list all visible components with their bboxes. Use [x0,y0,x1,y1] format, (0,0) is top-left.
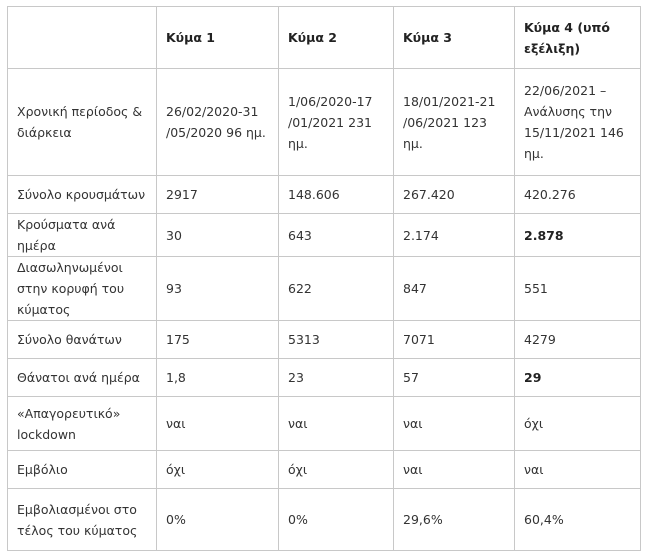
header-cell-wave-2: Κύμα 2 [279,7,394,69]
table-cell: 93 [157,257,279,321]
table-cell: 847 [394,257,515,321]
row-label: «Απαγορευτικό» lockdown [8,397,157,451]
table-cell: 2917 [157,176,279,214]
waves-comparison-table [7,6,641,551]
table-row [8,489,641,551]
table-row [8,214,641,257]
table-cell: ναι [515,451,641,489]
table-cell: 60,4% [515,489,641,551]
table-cell: 22/06/2021 – Ανάλυσης την 15/11/2021 146 ημ. [515,69,641,176]
table-cell: 2.174 [394,214,515,257]
comparison-table-wrapper [7,6,640,551]
table-cell: 7071 [394,321,515,359]
table-cell: 551 [515,257,641,321]
header-cell-wave-3: Κύμα 3 [394,7,515,69]
table-cell-highlight: 29 [515,359,641,397]
table-cell: όχι [157,451,279,489]
table-header-row [8,7,641,69]
table-row [8,176,641,214]
row-label: Σύνολο κρουσμάτων [8,176,157,214]
table-cell: 420.276 [515,176,641,214]
table-cell: 643 [279,214,394,257]
table-cell: όχι [279,451,394,489]
row-label: Διασωληνωμένοι στην κορυφή του κύματος [8,257,157,321]
table-cell: 5313 [279,321,394,359]
table-cell: όχι [515,397,641,451]
table-cell: ναι [157,397,279,451]
table-cell: ναι [394,397,515,451]
table-cell: 0% [157,489,279,551]
table-cell-highlight: 2.878 [515,214,641,257]
table-cell: 175 [157,321,279,359]
row-label: Εμβολιασμένοι στο τέλος του κύματος [8,489,157,551]
table-cell: 1/06/2020-17 /01/2021 231 ημ. [279,69,394,176]
table-cell: 29,6% [394,489,515,551]
row-label: Χρονική περίοδος & διάρκεια [8,69,157,176]
table-cell: 622 [279,257,394,321]
table-row [8,321,641,359]
table-cell: 1,8 [157,359,279,397]
row-label: Εμβόλιο [8,451,157,489]
table-cell: 57 [394,359,515,397]
table-cell: 148.606 [279,176,394,214]
row-label: Κρούσματα ανά ημέρα [8,214,157,257]
table-row [8,69,641,176]
table-cell: 26/02/2020-31 /05/2020 96 ημ. [157,69,279,176]
row-label: Θάνατοι ανά ημέρα [8,359,157,397]
header-cell-empty [8,7,157,69]
table-row [8,359,641,397]
table-cell: 267.420 [394,176,515,214]
header-cell-wave-1: Κύμα 1 [157,7,279,69]
table-row [8,397,641,451]
header-cell-wave-4: Κύμα 4 (υπό εξέλιξη) [515,7,641,69]
table-cell: 30 [157,214,279,257]
table-cell: 23 [279,359,394,397]
table-cell: 0% [279,489,394,551]
table-cell: 18/01/2021-21 /06/2021 123 ημ. [394,69,515,176]
table-cell: ναι [279,397,394,451]
row-label: Σύνολο θανάτων [8,321,157,359]
table-row [8,451,641,489]
table-cell: ναι [394,451,515,489]
table-cell: 4279 [515,321,641,359]
table-row [8,257,641,321]
